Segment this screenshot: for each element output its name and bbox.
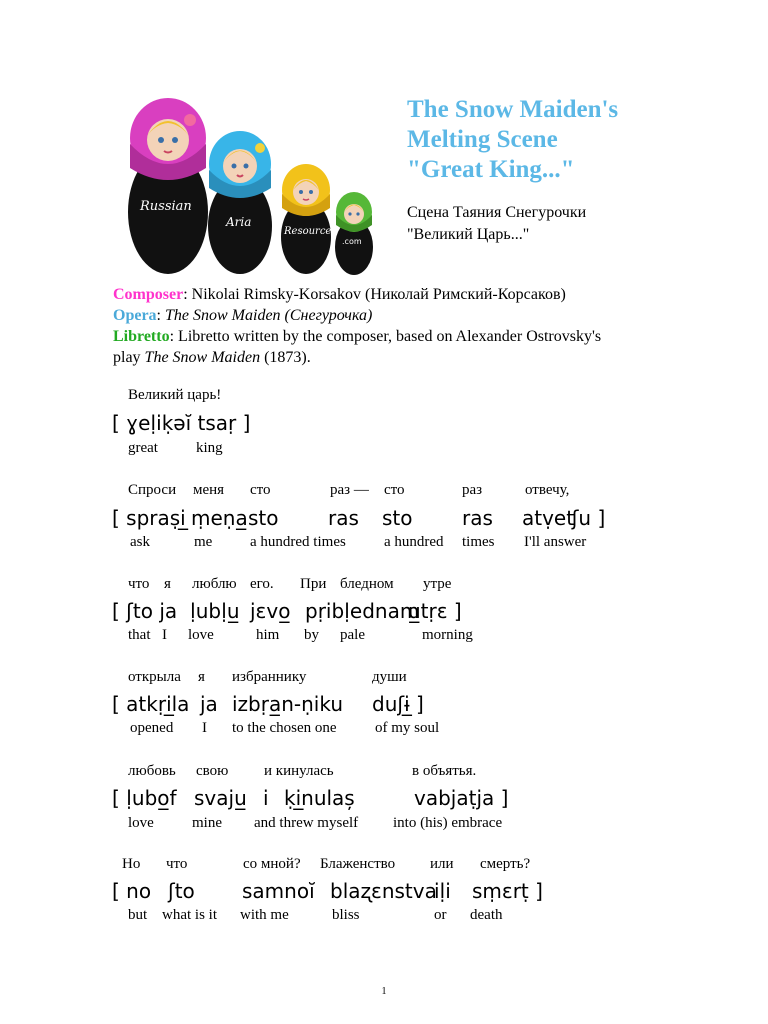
en-word: opened — [130, 720, 174, 736]
en-word: a hundred — [384, 534, 444, 550]
ru-word: люблю — [192, 576, 237, 592]
ru-word: меня — [193, 482, 225, 498]
en-word: into (his) embrace — [393, 815, 503, 831]
ru-word: любовь — [128, 763, 176, 779]
matryoshka-doll-large — [128, 98, 208, 274]
en-word: mine — [192, 815, 222, 831]
ru-word: смерть? — [480, 856, 531, 872]
ru-word: Но — [122, 856, 141, 872]
ipa-word: samnoĭ — [242, 879, 315, 903]
ipa-word: [ ʃto ja — [112, 599, 178, 623]
ru-word: и кинулась — [264, 763, 334, 779]
ipa-word: [ no — [112, 879, 152, 903]
ru-word: Спроси — [128, 482, 177, 498]
en-word: and threw myself — [254, 815, 359, 831]
ru-word: отвечу, — [525, 482, 570, 498]
title-line-3: "Great King..." — [407, 156, 575, 183]
ipa-word: ras — [328, 506, 359, 530]
libretto-text: : Libretto written by the composer, based on Alexander Ostrovsky's — [169, 328, 602, 345]
en-word: I'll answer — [524, 534, 587, 550]
matryoshka-doll-small — [281, 164, 331, 274]
ipa-word: ras — [462, 506, 493, 530]
composer-value: : Nikolai Rimsky-Korsakov (Николай Римский-Корсаков) — [183, 286, 566, 303]
subtitle-line-1: Сцена Таяния Снегурочки — [407, 204, 587, 221]
ru-word: я — [164, 576, 171, 592]
en-word: by — [304, 627, 319, 643]
ipa-word: ja — [200, 692, 218, 716]
ru-word: что — [166, 856, 188, 872]
composer-label: Composer — [113, 286, 184, 303]
ipa-word: iḷi — [434, 879, 451, 903]
ipa-word: sṃɛrṭ ] — [472, 879, 543, 903]
ru-word: утре — [423, 576, 452, 592]
ru-word: что — [128, 576, 150, 592]
ipa-word: sto — [248, 506, 279, 530]
ipa-word: ḷubḷu̲ — [190, 599, 240, 623]
ipa-word: izbṛa̲n-ṇiku — [232, 692, 343, 716]
ru-word: избраннику — [232, 669, 307, 685]
ipa-word: [ ḷubo̲f — [112, 786, 177, 810]
libretto-text-2b: (1873). — [260, 349, 311, 366]
matryoshka-dolls-illustration — [120, 92, 380, 278]
ipa-word: ḳi̲nulaș — [284, 786, 355, 810]
matryoshka-doll-medium — [208, 131, 272, 274]
opera-label: Opera — [113, 307, 157, 324]
ipa-word: sto — [382, 506, 413, 530]
en-word: times — [462, 534, 495, 550]
logo-word-russian: Russian — [140, 199, 192, 214]
ru-word: бледном — [340, 576, 394, 592]
ru-word: его. — [250, 576, 274, 592]
ipa-word: vabjaṭja ] — [414, 786, 509, 810]
en-word: king — [196, 440, 223, 456]
ru-word: души — [372, 669, 407, 685]
ipa-word: [ spraṣi̲ — [112, 506, 186, 530]
libretto-line-2 — [113, 347, 673, 368]
ipa-word: svaju̲ — [194, 786, 247, 810]
logo-word-resource: Resource — [284, 226, 332, 237]
en-word: love — [128, 815, 154, 831]
en-word: ask — [130, 534, 150, 550]
en-word: but — [128, 907, 148, 923]
ru-word: сто — [250, 482, 271, 498]
subtitle-line-2: "Великий Царь..." — [407, 226, 530, 243]
libretto-line — [113, 326, 673, 347]
en-word: death — [470, 907, 503, 923]
ipa-word: u̲tṛɛ ] — [408, 599, 462, 623]
en-word: with me — [240, 907, 289, 923]
en-word: of my soul — [375, 720, 440, 736]
page-number: 1 — [381, 986, 387, 997]
title-line-2: Melting Scene — [407, 126, 558, 153]
opera-value: The Snow Maiden (Снегурочка) — [165, 307, 373, 324]
en-word: or — [434, 907, 447, 923]
en-word: great — [128, 440, 158, 456]
en-word: pale — [340, 627, 365, 643]
en-word: a hundred times — [250, 534, 346, 550]
ru-word: в объятья. — [412, 763, 477, 779]
ipa-word: ṃeṇa̲ — [191, 506, 248, 530]
ru-word: или — [430, 856, 454, 872]
en-word: what is it — [162, 907, 217, 923]
aria-info — [113, 284, 673, 368]
ru-word: раз — [462, 482, 483, 498]
russian-aria-resource-logo — [120, 92, 380, 278]
ipa-word: blaʐɛnstva — [330, 879, 437, 903]
ipa-word: jɛvo̲ — [250, 599, 291, 623]
ru-word: со мной? — [243, 856, 301, 872]
en-word: I — [162, 627, 167, 643]
ipa-word: pṛibḷednam — [305, 599, 420, 623]
libretto-text-2a: play — [113, 349, 145, 366]
ipa-word: atṿeʧu ] — [522, 506, 606, 530]
en-word: love — [188, 627, 214, 643]
en-word: that — [128, 627, 151, 643]
ipa-word: [ atkṛi̲la — [112, 692, 190, 716]
title-line-1: The Snow Maiden's — [407, 96, 619, 123]
en-word: bliss — [332, 907, 360, 923]
ipa-word: duʃɨ̲ ] — [372, 692, 424, 716]
en-word: to the chosen one — [232, 720, 337, 736]
page-title — [407, 95, 747, 185]
libretto-label: Libretto — [113, 328, 170, 345]
opera-separator: : — [156, 307, 165, 324]
russian-subtitle — [407, 202, 586, 246]
logo-word-aria: Aria — [226, 215, 252, 229]
en-word: morning — [422, 627, 473, 643]
libretto-play-title: The Snow Maiden — [144, 349, 261, 366]
ru-word: я — [198, 669, 205, 685]
en-word: I — [202, 720, 207, 736]
en-word: him — [256, 627, 280, 643]
ipa-word: ʃto — [168, 879, 195, 903]
ru-word: раз — — [330, 482, 369, 498]
ru-word: При — [300, 576, 327, 592]
matryoshka-doll-smallest — [335, 192, 373, 275]
composer-line — [113, 284, 673, 305]
opera-line — [113, 305, 673, 326]
ru-word: сто — [384, 482, 405, 498]
ipa-word: i — [263, 786, 269, 810]
ru-word: свою — [196, 763, 229, 779]
ipa-word: [ ɣeḷiḳəĭ tsaṛ ] — [112, 411, 251, 435]
ru-word: Блаженство — [320, 856, 396, 872]
en-word: me — [194, 534, 213, 550]
logo-word-dotcom: .com — [342, 237, 362, 246]
ru-word: Великий царь! — [128, 387, 222, 403]
ru-word: открыла — [128, 669, 181, 685]
